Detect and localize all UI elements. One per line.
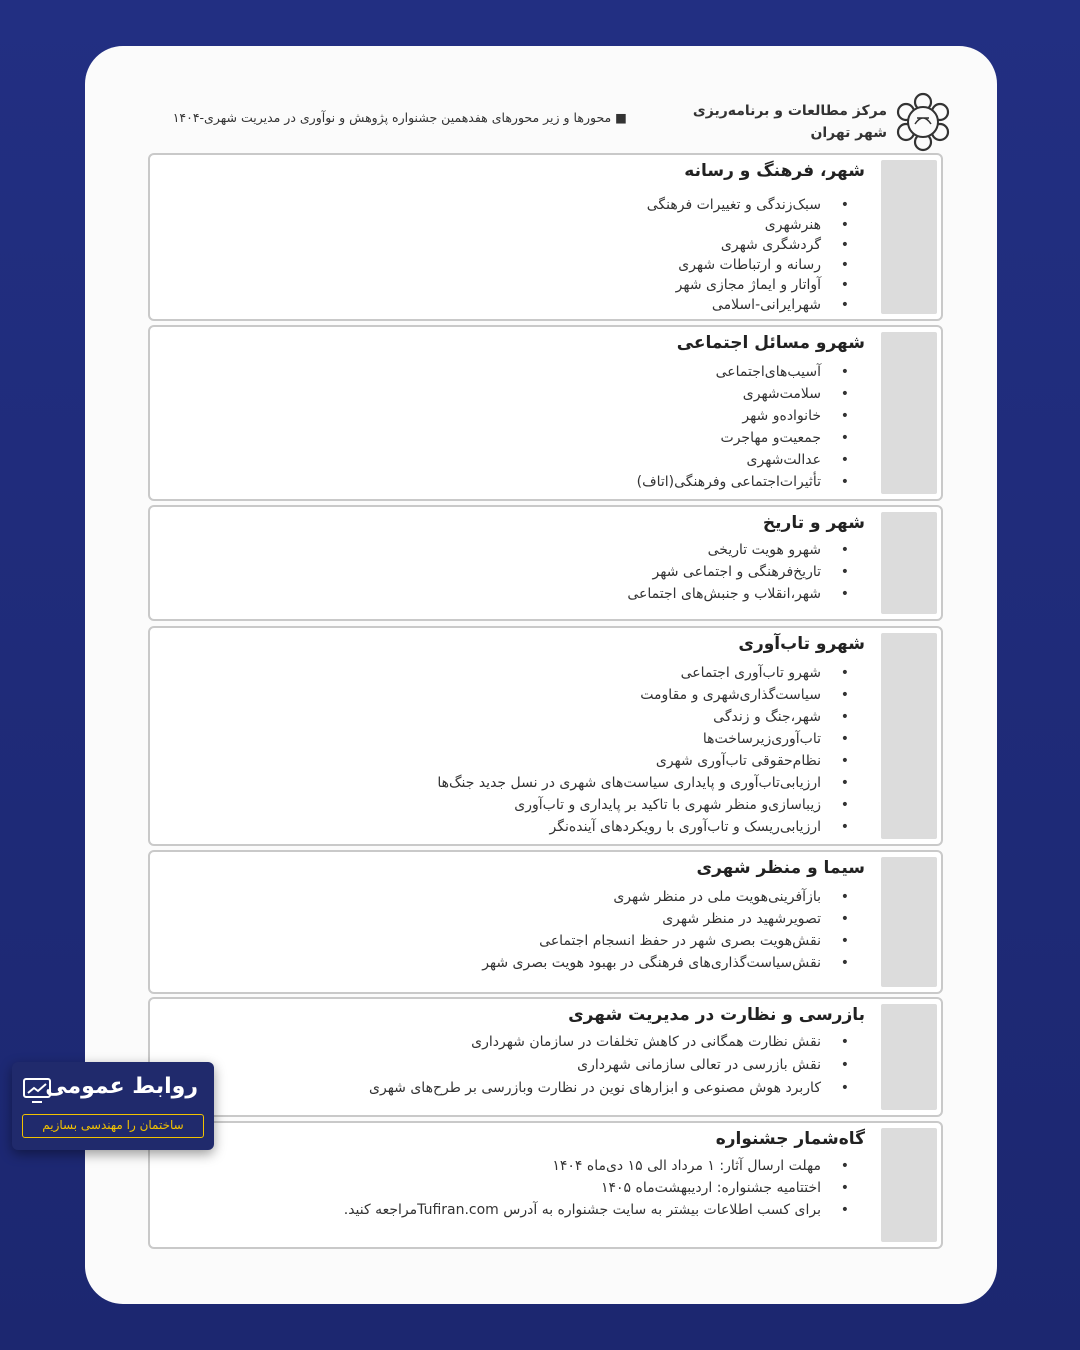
list-item-text: هنرشهری <box>764 217 821 233</box>
section-list <box>482 886 849 974</box>
bullet-icon: • <box>840 1202 849 1218</box>
bullet-icon: • <box>840 933 849 949</box>
list-item-text: گردشگری شهری <box>720 237 821 253</box>
bullet-icon: • <box>840 819 849 835</box>
list-item <box>437 750 849 772</box>
list-item <box>637 383 849 405</box>
document-header <box>85 46 997 156</box>
bullet-icon: • <box>840 474 849 490</box>
list-item <box>344 1155 849 1177</box>
section-side-bar <box>881 332 937 494</box>
section-title: سیما و منظر شهری <box>696 858 865 878</box>
section-list <box>343 1155 849 1221</box>
list-item-text: شهرایرانی-اسلامی <box>711 297 821 313</box>
list-item <box>437 772 849 794</box>
bullet-icon: • <box>840 1057 849 1073</box>
section-7 <box>148 1121 943 1249</box>
list-item-text: جمعیت‌و مهاجرت <box>720 430 821 446</box>
bullet-icon: • <box>840 386 849 402</box>
list-item <box>647 255 849 275</box>
list-item-text: ارزیابی‌تاب‌آوری و پایداری سیاست‌های شهری در نسل جدید جنگ‌ها <box>437 775 821 791</box>
section-3 <box>148 505 943 621</box>
bullet-icon: • <box>840 430 849 446</box>
list-item-text: آسیب‌های‌اجتماعی <box>715 364 821 380</box>
list-item-text: بازآفرینی‌هویت ملی در منظر شهری <box>613 889 821 905</box>
list-item <box>437 794 849 816</box>
list-item <box>636 471 849 493</box>
bullet-icon: • <box>840 564 849 580</box>
list-item <box>627 561 849 583</box>
list-item-text: زیباسازی‌و منظر شهری با تاکید بر پایداری و تاب‌آوری <box>514 797 821 813</box>
org-line-2: شهر تهران <box>810 125 887 141</box>
section-title: شهر، فرهنگ و رسانه <box>684 161 865 181</box>
section-title: شهرو تاب‌آوری <box>738 634 865 654</box>
bullet-icon: • <box>840 217 849 233</box>
section-side-bar <box>881 1128 937 1242</box>
list-item-text: شهرو هویت تاریخی <box>707 542 821 558</box>
list-item-text: ارزیابی‌ریسک و تاب‌آوری با رویکردهای آینده‌نگر <box>549 819 821 835</box>
list-item <box>647 215 849 235</box>
bullet-icon: • <box>840 1080 849 1096</box>
bullet-icon: • <box>840 197 849 213</box>
bullet-icon: • <box>840 257 849 273</box>
document-page <box>85 46 997 1304</box>
bullet-icon: • <box>840 1180 849 1196</box>
list-item <box>646 195 849 215</box>
list-item-text: آواتار و ایماژ مجازی شهر <box>675 277 821 293</box>
bullet-icon: • <box>840 889 849 905</box>
list-item-text: اختتامیه جشنواره: اردیبهشت‌ماه ۱۴۰۵ <box>600 1180 821 1196</box>
bullet-icon: • <box>840 1158 849 1174</box>
bullet-icon: • <box>840 709 849 725</box>
list-item <box>647 235 849 255</box>
bullet-icon: • <box>840 687 849 703</box>
section-list <box>646 195 849 315</box>
list-item <box>482 930 849 952</box>
section-list <box>636 361 849 493</box>
section-1 <box>148 153 943 321</box>
list-item-text: کاربرد هوش مصنوعی و ابزارهای نوین در نظارت وبازرسی بر طرح‌های شهری <box>369 1080 821 1096</box>
section-list <box>437 662 849 838</box>
bullet-icon: • <box>840 797 849 813</box>
list-item-text: نظام‌حقوقی تاب‌آوری شهری <box>655 753 821 769</box>
organization-name <box>693 100 887 144</box>
list-item <box>437 684 849 706</box>
section-list <box>369 1031 849 1100</box>
bullet-icon: • <box>840 911 849 927</box>
list-item <box>482 952 849 974</box>
section-4 <box>148 626 943 846</box>
bullet-icon: • <box>840 731 849 747</box>
section-side-bar <box>881 512 937 614</box>
list-item <box>637 427 849 449</box>
bullet-icon: • <box>840 1034 849 1050</box>
section-title: گاه‌شمار جشنواره <box>715 1129 865 1149</box>
section-side-bar <box>881 857 937 987</box>
list-item-text: رسانه و ارتباطات شهری <box>678 257 821 273</box>
bullet-icon: • <box>840 277 849 293</box>
list-item-text: مهلت ارسال آثار: ۱ مرداد الی ۱۵ دی‌ماه ۱۴۰۴ <box>552 1158 821 1174</box>
public-relations-badge <box>12 1062 214 1150</box>
list-item <box>437 662 849 684</box>
list-item <box>637 361 849 383</box>
list-item <box>627 583 849 605</box>
list-item <box>482 886 849 908</box>
org-line-1: مرکز مطالعات و برنامه‌ریزی <box>692 103 887 119</box>
list-item-text: تاریخ‌فرهنگی و اجتماعی شهر <box>652 564 821 580</box>
section-6 <box>148 997 943 1117</box>
bullet-icon: • <box>840 297 849 313</box>
bullet-icon: • <box>840 364 849 380</box>
list-item <box>369 1054 849 1077</box>
section-side-bar <box>881 160 937 314</box>
bullet-icon: • <box>840 665 849 681</box>
list-item <box>344 1177 849 1199</box>
list-item-text: تاب‌آوری‌زیرساخت‌ها <box>702 731 821 747</box>
section-5 <box>148 850 943 994</box>
list-item-text: سبک‌زندگی و تغییرات فرهنگی <box>646 197 821 213</box>
bullet-icon: • <box>840 408 849 424</box>
bullet-icon: • <box>840 586 849 602</box>
list-item <box>647 295 849 315</box>
list-item <box>647 275 849 295</box>
section-2 <box>148 325 943 501</box>
section-title: شهر و تاریخ <box>762 513 865 533</box>
list-item <box>637 449 849 471</box>
list-item-text: تأثیرات‌اجتماعی وفرهنگی(اتاف) <box>636 474 821 490</box>
bullet-icon: • <box>840 775 849 791</box>
list-item <box>369 1077 849 1100</box>
section-title: شهرو مسائل اجتماعی <box>676 333 865 353</box>
bullet-icon: • <box>840 452 849 468</box>
list-item-text: برای کسب اطلاعات بیشتر به سایت جشنواره به آدرس Tufiran.comمراجعه کنید. <box>343 1202 821 1218</box>
list-item-text: تصویرشهید در منظر شهری <box>662 911 821 927</box>
bullet-icon: • <box>840 237 849 253</box>
section-title: بازرسی و نظارت در مدیریت شهری <box>568 1005 865 1025</box>
list-item <box>437 706 849 728</box>
tehran-logo-icon <box>893 92 953 152</box>
section-side-bar <box>881 1004 937 1110</box>
list-item-text: شهرو تاب‌آوری اجتماعی <box>680 665 821 681</box>
list-item <box>437 816 849 838</box>
bullet-icon: • <box>840 753 849 769</box>
list-item-text: سیاست‌گذاری‌شهری و مقاومت <box>640 687 821 703</box>
bullet-icon: • <box>840 542 849 558</box>
list-item <box>482 908 849 930</box>
list-item-text: نقش نظارت همگانی در کاهش تخلفات در سازمان شهرداری <box>471 1034 821 1050</box>
list-item-text: نقش‌سیاست‌گذاری‌های فرهنگی در بهبود هویت بصری شهر <box>482 955 821 971</box>
list-item <box>369 1031 849 1054</box>
list-item <box>627 539 849 561</box>
list-item-text: شهر،جنگ و زندگی <box>713 709 821 725</box>
list-item-text: سلامت‌شهری <box>742 386 821 402</box>
list-item-text: خانواده‌و شهر <box>742 408 821 424</box>
list-item <box>437 728 849 750</box>
list-item <box>637 405 849 427</box>
bullet-icon: • <box>840 955 849 971</box>
document-title: ■ محورها و زیر محورهای هفدهمین جشنواره پژوهش و نوآوری در مدیریت شهری-۱۴۰۴ <box>172 110 627 125</box>
section-side-bar <box>881 633 937 839</box>
list-item-text: نقش‌هویت بصری شهر در حفظ انسجام اجتماعی <box>539 933 821 949</box>
list-item-text: نقش بازرسی در تعالی سازمانی شهرداری <box>577 1057 821 1073</box>
badge-title: روابط عمومی <box>45 1074 198 1099</box>
section-list <box>627 539 849 605</box>
list-item-text: عدالت‌شهری <box>746 452 821 468</box>
badge-subtitle: ساختمان را مهندسی بسازیم <box>22 1114 204 1138</box>
list-item-text: شهر،انقلاب و جنبش‌های اجتماعی <box>627 586 821 602</box>
list-item <box>343 1199 849 1221</box>
